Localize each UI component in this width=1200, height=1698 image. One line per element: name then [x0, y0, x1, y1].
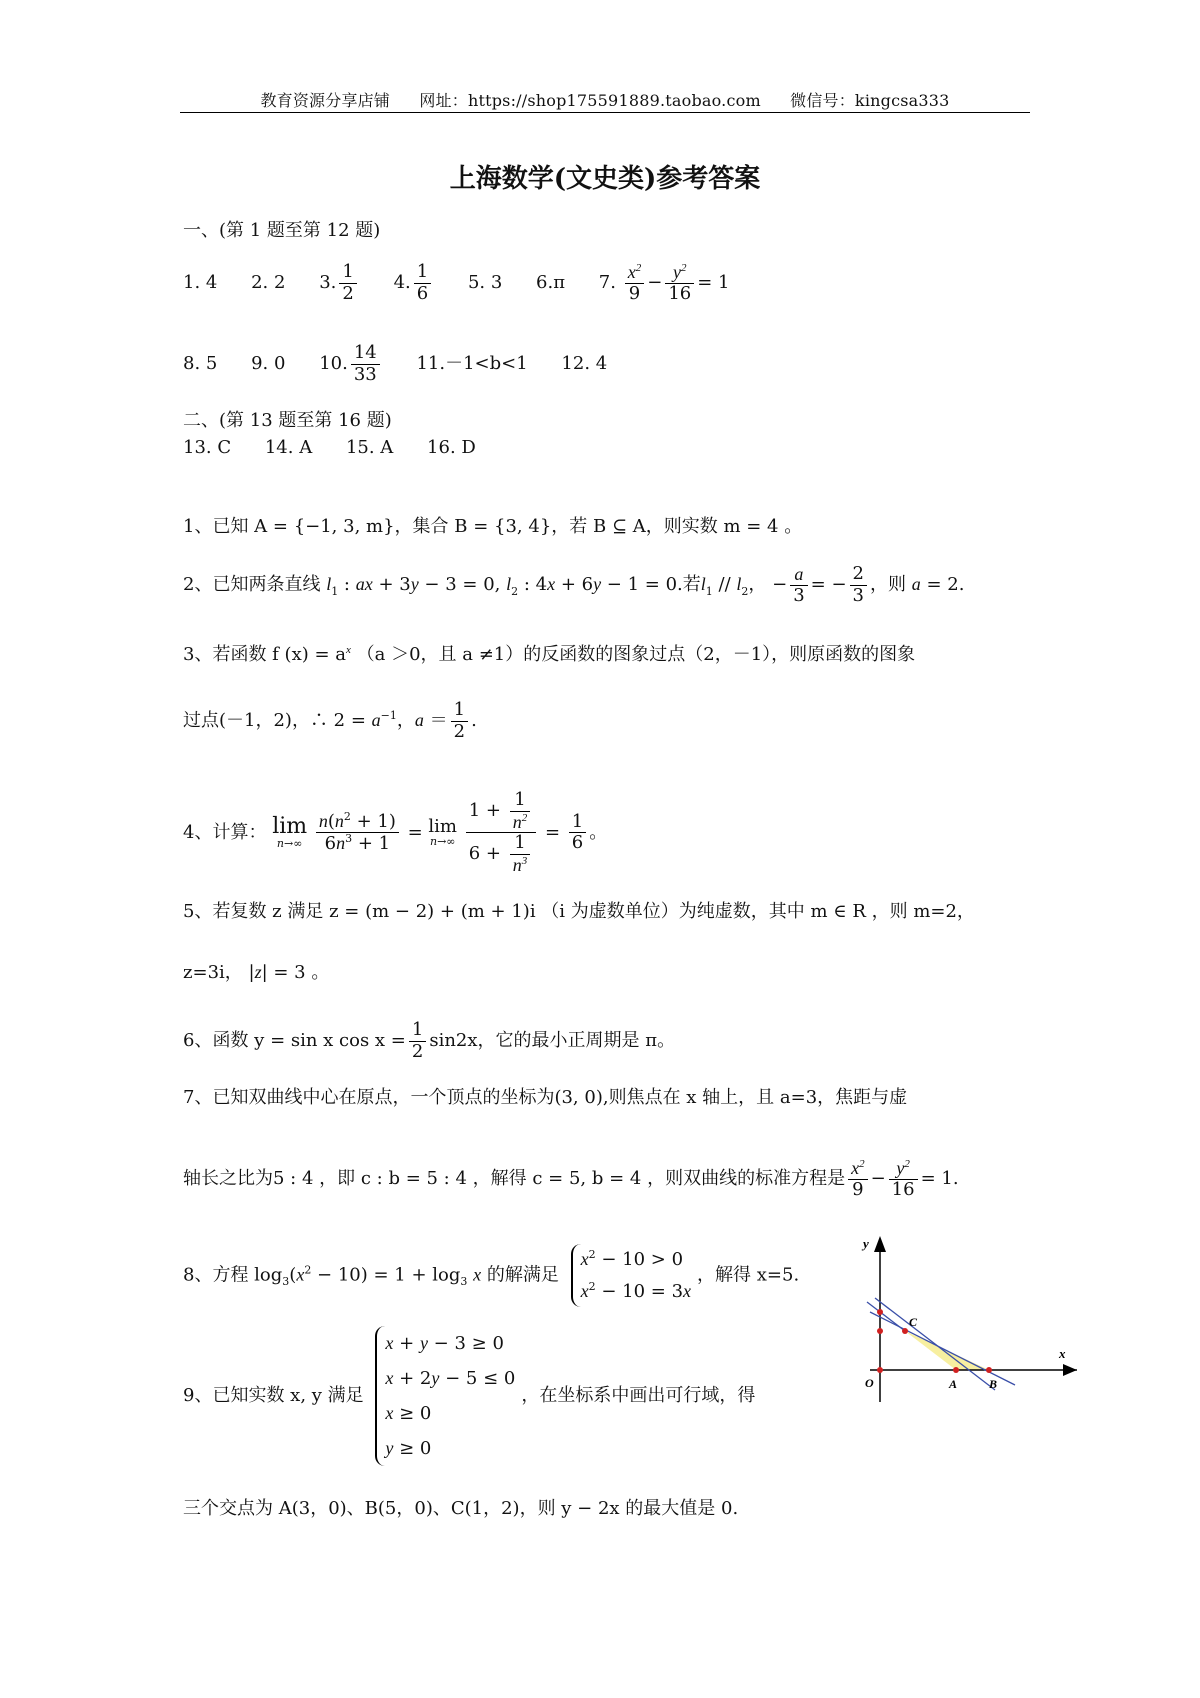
- solution-6: 6、函数 y = sin x cos x = $\frac{1}{2}$ sin2x，它的最小正周期是 π。: [183, 1019, 676, 1062]
- answers-row-3: 13. C 14. A 15. A 16. D: [183, 437, 476, 458]
- label-b: B: [989, 1377, 998, 1391]
- solution-5a: 5、若复数 z 满足 z = (m − 2) + (m + 1)i （i 为虚数单位）为纯虚数，其中 m ∈ R ，则 m=2，: [183, 901, 975, 922]
- point-b: [986, 1367, 992, 1373]
- label-c: C: [909, 1315, 918, 1329]
- solution-1: 1、已知 A = {−1, 3, m}，集合 B = {3, 4}，若 B ⊆ A，则实数 m = 4 。: [183, 516, 803, 537]
- solution-9: 9、已知实数 x, y 满足 x + y − 3 ≥ 0 x + 2y − 5 ≤ 0 x ≥ 0 y ≥ 0 ，在坐标系中画出可行域，得: [183, 1326, 755, 1466]
- header-wechat: 微信号：kingcsa333: [790, 91, 950, 110]
- solution-3b: 过点(－1，2)，∴ $2 = a^{-1}$，a ＝ $\frac{1}{2}$ .: [183, 699, 477, 742]
- solution-3a: 3、若函数 f $(x) = a^x$ （a ＞0，且 a ≠1）的反函数的图象过点（2，－1），则原函数的图象: [183, 644, 916, 665]
- solution-4: 4、计算： lim n→∞ $\frac{n(n^2 + 1)}{6n^3 + 1}$ = lim n→∞ 1 + $\frac{1}{n^2}$ 6 + $\frac{1}{n^3}$ = $\frac{1}{6}$ 。: [183, 789, 608, 876]
- solution-7b: 轴长之比为5 : 4 ，即 c : b = 5 : 4 ，解得 c = 5, b = 4 ，则双曲线的标准方程是 $\frac{x^2}{9}$ − $\frac{y^2}{16}$ = 1.: [183, 1158, 959, 1200]
- point-origin: [877, 1367, 883, 1373]
- feasible-region-graph: [845, 1230, 1085, 1410]
- solution-7a: 7、已知双曲线中心在原点，一个顶点的坐标为(3, 0),则焦点在 x 轴上，且 a=3，焦距与虚: [183, 1087, 908, 1108]
- line-x-plus-2y-5: [870, 1312, 1015, 1385]
- x-axis-arrow: [1063, 1364, 1077, 1376]
- y-axis-arrow: [874, 1236, 886, 1252]
- label-a: A: [949, 1377, 958, 1391]
- page-title: 上海数学(文史类)参考答案: [449, 164, 761, 194]
- header-rule: [180, 112, 1030, 113]
- solution-2: 2、已知两条直线 $l_1$ : ax + 3y − 3 = 0, $l_2$ : 4x + 6y − 1 = 0.若$l_1 // l_2$， − $\frac{a}{3}$ = − $\frac{2}{3}$ ，则 a = 2.: [183, 563, 965, 606]
- point-c: [902, 1328, 908, 1334]
- label-o: O: [865, 1376, 874, 1390]
- solution-5b: z=3i， |z| = 3 。: [183, 962, 330, 983]
- part2-heading: 二、(第 13 题至第 16 题): [183, 410, 392, 431]
- part1-heading: 一、(第 1 题至第 12 题): [183, 220, 381, 241]
- answers-row-2: 8. 5 9. 0 10. $\frac{14}{33}$ 11.－1<b<1 12. 4: [183, 342, 608, 385]
- header-shop: 教育资源分享店铺: [260, 91, 391, 110]
- solution-8: 8、方程 $\log_3(x^2 - 10) = 1 + \log_3 x$ 的解满足 $x^2 - 10 > 0$ $x^2 - 10 = 3x$ ，解得 x=5.: [183, 1244, 799, 1307]
- label-x: x: [1059, 1346, 1066, 1361]
- header-site: 网址：https://shop175591889.taobao.com: [419, 91, 761, 110]
- answers-row-1: 1. 4 2. 2 3. $\frac{1}{2}$ 4. $\frac{1}{6}$ 5. 3 6.π 7. $\frac{x^2}{9}$ − $\frac{y^2}{16}$ = 1: [183, 261, 730, 304]
- point-a: [953, 1367, 959, 1373]
- point-y-intercept-2: [877, 1328, 883, 1334]
- page-header: [180, 88, 1030, 111]
- label-y: y: [863, 1236, 869, 1251]
- solution-9-result: 三个交点为 A(3，0)、B(5，0)、C(1，2)，则 y − 2x 的最大值是 0.: [183, 1498, 739, 1519]
- point-y-intercept-1: [877, 1309, 883, 1315]
